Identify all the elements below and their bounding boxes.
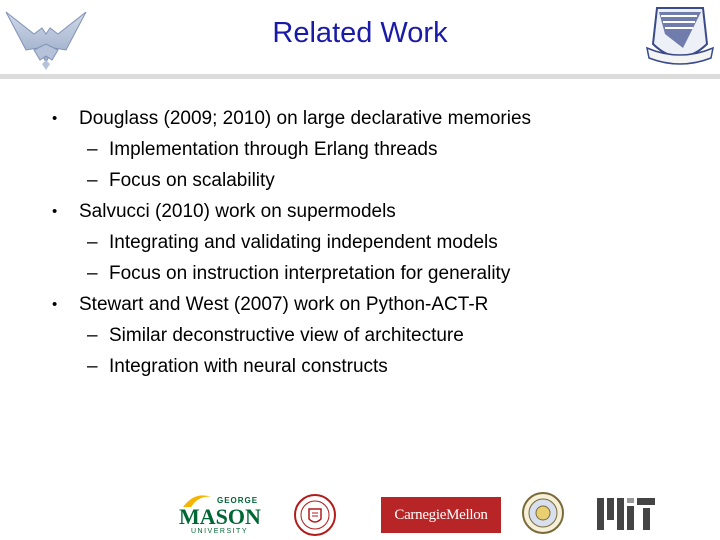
slide-title: Related Work <box>272 17 448 49</box>
carnegie-mellon-logo: CarnegieMellon <box>381 497 501 533</box>
sub-bullet-text: Focus on scalability <box>109 170 275 191</box>
bullet-dot: • <box>52 110 58 127</box>
sub-bullet-item <box>52 227 700 258</box>
cornell-seal <box>293 493 337 537</box>
dash-marker: – <box>87 325 98 346</box>
dash-marker: – <box>87 170 98 191</box>
unit-crest-logo <box>643 4 717 72</box>
sub-bullet-item <box>52 165 700 196</box>
dash-marker: – <box>87 232 98 253</box>
bullet-item <box>52 103 700 134</box>
sub-bullet-item <box>52 258 700 289</box>
sub-bullet-text: Integrating and validating independent models <box>109 232 498 253</box>
bullet-item <box>52 196 700 227</box>
mit-logo <box>595 496 657 532</box>
bullet-text: Stewart and West (2007) work on Python-ACT-R <box>79 294 489 315</box>
sub-bullet-text: Similar deconstructive view of architecture <box>109 325 464 346</box>
sub-bullet-text: Focus on instruction interpretation for generality <box>109 263 511 284</box>
svg-text:GEORGE: GEORGE <box>217 496 259 505</box>
dash-marker: – <box>87 139 98 160</box>
dash-marker: – <box>87 263 98 284</box>
slide-header <box>0 0 720 78</box>
bullet-list <box>52 103 700 382</box>
sub-bullet-item <box>52 320 700 351</box>
header-divider <box>0 74 720 79</box>
sub-bullet-text: Implementation through Erlang threads <box>109 139 438 160</box>
bullet-dot: • <box>52 203 58 220</box>
bullet-item <box>52 289 700 320</box>
bullet-text: Salvucci (2010) work on supermodels <box>79 201 396 222</box>
dash-marker: – <box>87 356 98 377</box>
bullet-dot: • <box>52 296 58 313</box>
george-mason-logo <box>177 489 265 535</box>
sub-bullet-item <box>52 351 700 382</box>
sub-bullet-item <box>52 134 700 165</box>
svg-text:UNIVERSITY: UNIVERSITY <box>191 528 249 535</box>
svg-text:MASON: MASON <box>179 504 261 529</box>
rpi-seal <box>521 490 565 536</box>
bullet-text: Douglass (2009; 2010) on large declarative memories <box>79 108 532 129</box>
sub-bullet-text: Integration with neural constructs <box>109 356 388 377</box>
